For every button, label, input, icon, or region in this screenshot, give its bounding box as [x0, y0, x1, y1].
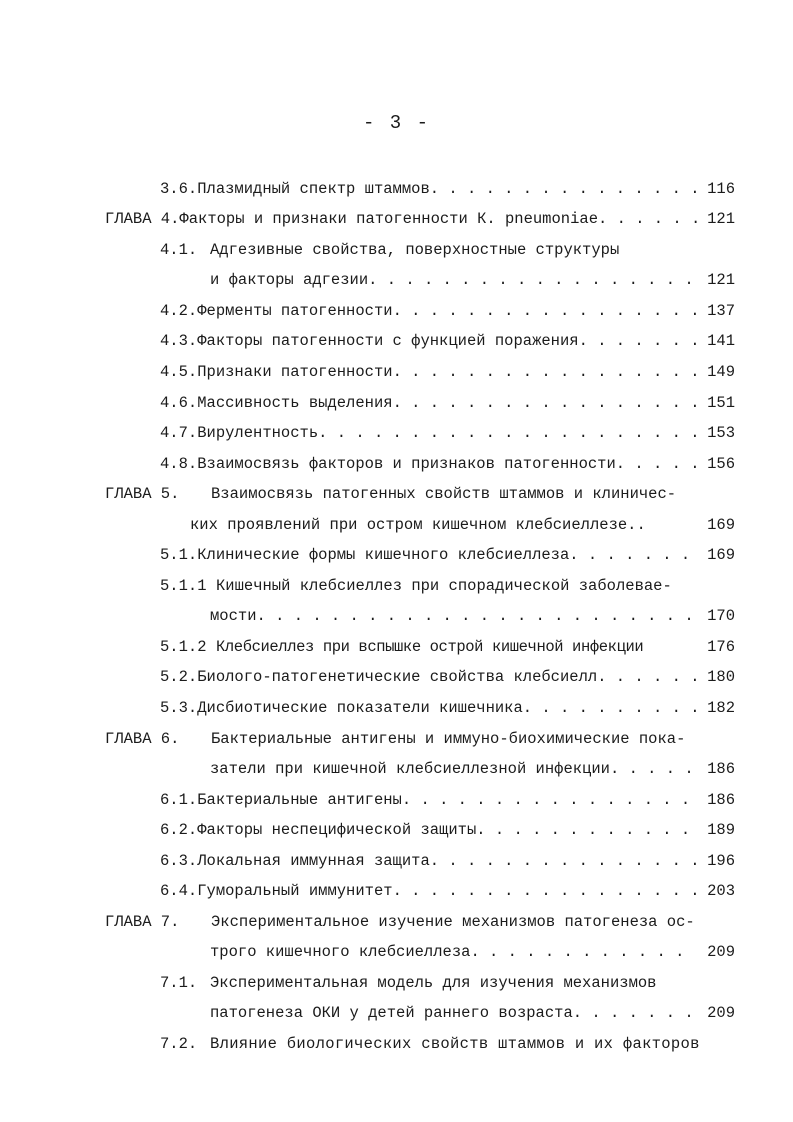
toc-entry — [160, 176, 735, 202]
toc-entry-title: Локальная иммунная защита — [197, 852, 430, 870]
toc-entry-title: Дисбиотические показатели кишечника — [197, 699, 523, 717]
dot-leader — [368, 267, 697, 293]
toc-entry — [160, 664, 735, 690]
toc-entry-page: 180 — [707, 668, 735, 686]
toc-entry-page: 149 — [707, 363, 735, 381]
toc-entry-page: 186 — [707, 791, 735, 809]
toc-entry — [160, 848, 735, 874]
toc-entry-page: 189 — [707, 821, 735, 839]
toc-entry-number: 4.6. — [160, 394, 198, 412]
toc-entry-continuation — [210, 756, 735, 782]
toc-entry-number: 5.3. — [160, 699, 198, 717]
toc-entry-title: трого кишечного клебсиеллеза — [210, 943, 471, 961]
toc-entry-title: Ферменты патогенности — [197, 302, 393, 320]
toc-entry — [160, 787, 735, 813]
dot-leader — [597, 664, 697, 690]
toc-entry — [160, 817, 735, 843]
toc-entry-page: 196 — [707, 852, 735, 870]
toc-entry-title: затели при кишечной клебсиеллезной инфекции — [210, 760, 610, 778]
toc-entry-number: 4.7. — [160, 424, 198, 442]
toc-entry-page: 203 — [707, 882, 735, 900]
toc-entry-page: 137 — [707, 302, 735, 320]
toc-entry-continuation — [210, 603, 735, 629]
dot-leader — [430, 848, 697, 874]
toc-entry-title: Факторы и признаки патогенности К. pneumoniae — [179, 210, 598, 228]
dot-leader — [257, 603, 697, 629]
toc-entry-page: 169 — [707, 516, 735, 534]
toc-entry-title: Бактериальные антигены и иммуно-биохимические пока- — [211, 730, 686, 748]
toc-entry-number: 7.2. — [160, 1035, 198, 1053]
toc-entry-title: Массивность выделения — [197, 394, 393, 412]
toc-entry-title: патогенеза ОКИ у детей раннего возраста — [210, 1004, 573, 1022]
dot-leader — [393, 298, 697, 324]
toc-entry-number: 6.2. — [160, 821, 198, 839]
toc-entry-title: и факторы адгезии — [210, 271, 369, 289]
toc-entry-page: 170 — [707, 607, 735, 625]
toc-entry-number: 4.2. — [160, 302, 198, 320]
toc-entry-title: Влияние биологических свойств штаммов и их факторов — [210, 1035, 700, 1053]
dot-leader — [523, 695, 697, 721]
dot-leader — [579, 328, 697, 354]
toc-entry-number: 5.2. — [160, 668, 198, 686]
dot-leader — [598, 206, 697, 232]
toc-entry-title: Взаимосвязь факторов и признаков патогенности — [197, 455, 616, 473]
toc-entry-title: Факторы неспецифической защиты — [197, 821, 477, 839]
toc-chapter — [105, 206, 735, 232]
toc-chapter-number: ГЛАВА 7. — [105, 913, 180, 931]
toc-entry-title: Гуморальный иммунитет — [197, 882, 393, 900]
toc-entry-title: Факторы патогенности с функцией поражения — [197, 332, 579, 350]
dot-leader — [393, 878, 697, 904]
toc-chapter-number: ГЛАВА 6. — [105, 730, 180, 748]
dot-leader — [393, 390, 697, 416]
toc-entry-continuation — [210, 939, 735, 965]
toc-chapter-number: ГЛАВА 5. — [105, 485, 180, 503]
toc-entry — [160, 359, 735, 385]
toc-entry — [160, 634, 735, 660]
toc-entry-title: Признаки патогенности — [197, 363, 393, 381]
dot-leader — [569, 542, 697, 568]
dot-leader — [318, 420, 697, 446]
toc-chapter — [105, 726, 735, 752]
toc-entry — [160, 573, 735, 599]
toc-entry-title: Бактериальные антигены — [197, 791, 402, 809]
toc-entry-title: Клинические формы кишечного клебсиеллеза — [197, 546, 570, 564]
toc-entry-page: 153 — [707, 424, 735, 442]
toc-entry — [160, 878, 735, 904]
toc-entry-title: Кишечный клебсиеллез при спорадической заболевае- — [216, 577, 672, 595]
toc-entry — [160, 420, 735, 446]
toc-entry-title: Клебсиеллез при вспышке острой кишечной инфекции — [216, 638, 644, 656]
toc-entry-title: Адгезивные свойства, поверхностные структуры — [210, 241, 620, 259]
toc-entry-page: 209 — [707, 1004, 735, 1022]
toc-entry-page: 186 — [707, 760, 735, 778]
toc-entry-page: 176 — [707, 638, 735, 656]
toc-entry-number: 5.1. — [160, 546, 198, 564]
toc-entry-title: Экспериментальное изучение механизмов патогенеза ос- — [211, 913, 695, 931]
toc-entry-page: 151 — [707, 394, 735, 412]
toc-entry-page: 121 — [707, 271, 735, 289]
dot-leader — [573, 1000, 697, 1026]
page-number: - 3 - — [362, 112, 430, 134]
toc-entry-page: 116 — [707, 180, 735, 198]
toc-entry-page: 169 — [707, 546, 735, 564]
toc-entry-title: ких проявлений при остром кишечном клебсиеллезе.. — [190, 516, 646, 534]
toc-entry-number: 4.1. — [160, 241, 198, 259]
toc-entry — [160, 451, 735, 477]
toc-entry-title: Экспериментальная модель для изучения механизмов — [210, 974, 657, 992]
toc-entry-page: 209 — [707, 943, 735, 961]
dot-leader — [616, 451, 697, 477]
toc-entry-title: мости — [210, 607, 257, 625]
toc-entry — [160, 237, 735, 263]
toc-entry-page: 121 — [707, 210, 735, 228]
toc-entry-continuation — [190, 512, 735, 538]
toc-entry-number: 4.3. — [160, 332, 198, 350]
toc-entry-number: 4.8. — [160, 455, 198, 473]
dot-leader — [610, 756, 697, 782]
toc-entry-number: 6.1. — [160, 791, 198, 809]
toc-entry — [160, 390, 735, 416]
toc-chapter — [105, 481, 735, 507]
toc-chapter — [105, 909, 735, 935]
toc-entry — [160, 970, 735, 996]
toc-entry-number: 5.1.2 — [160, 638, 207, 656]
toc-entry — [160, 298, 735, 324]
toc-entry — [160, 1031, 735, 1057]
toc-entry-number: 7.1. — [160, 974, 198, 992]
toc-chapter-number: ГЛАВА 4. — [105, 210, 180, 228]
dot-leader — [476, 817, 697, 843]
toc-entry-number: 6.3. — [160, 852, 198, 870]
toc-entry — [160, 542, 735, 568]
toc-entry-continuation — [210, 1000, 735, 1026]
toc-entry-number: 4.5. — [160, 363, 198, 381]
toc-entry — [160, 328, 735, 354]
toc-entry-number: 5.1.1 — [160, 577, 207, 595]
toc-entry-page: 182 — [707, 699, 735, 717]
dot-leader — [393, 359, 697, 385]
toc-entry-title: Плазмидный спектр штаммов — [197, 180, 430, 198]
toc-entry-title: Биолого-патогенетические свойства клебсиелл — [197, 668, 598, 686]
dot-leader — [402, 787, 697, 813]
dot-leader — [470, 939, 697, 965]
toc-entry-page: 156 — [707, 455, 735, 473]
toc-entry-continuation — [210, 267, 735, 293]
toc-entry-title: Взаимосвязь патогенных свойств штаммов и клиничес- — [211, 485, 677, 503]
toc-entry-page: 141 — [707, 332, 735, 350]
toc-entry-title: Вирулентность — [197, 424, 319, 442]
dot-leader — [430, 176, 697, 202]
toc-entry-number: 6.4. — [160, 882, 198, 900]
toc-entry-number: 3.6. — [160, 180, 198, 198]
toc-entry — [160, 695, 735, 721]
